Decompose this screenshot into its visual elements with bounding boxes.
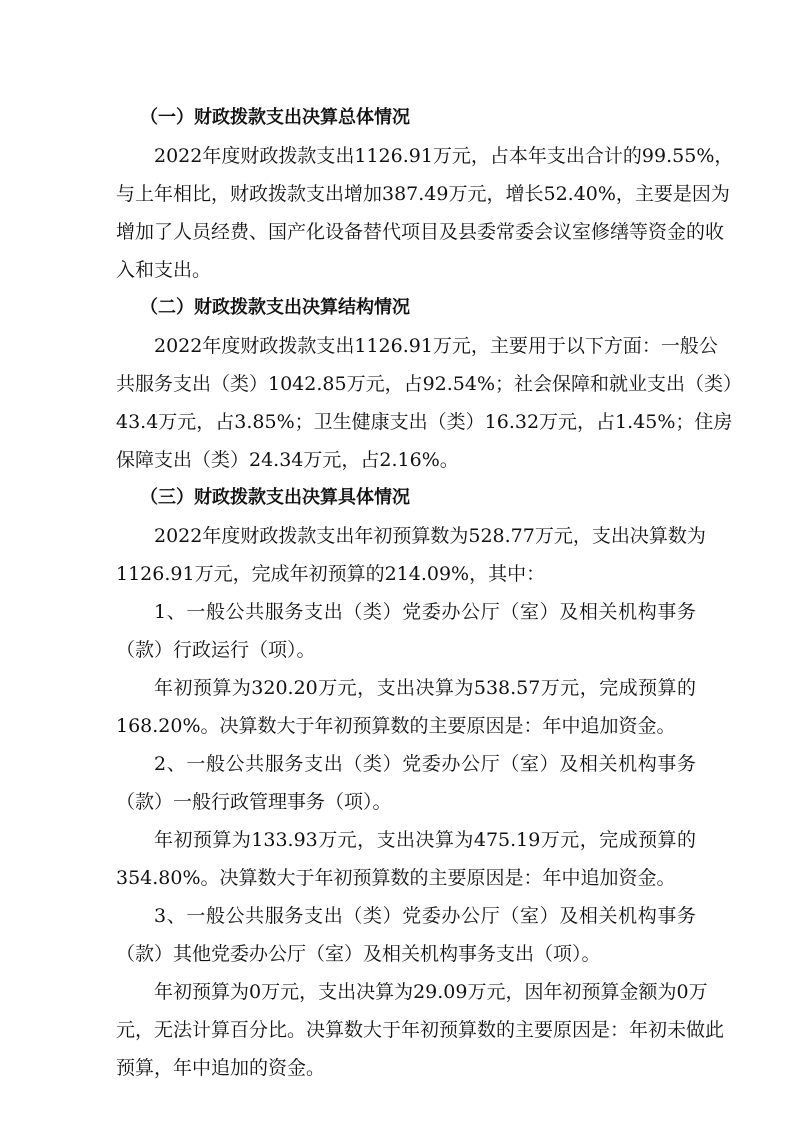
section-heading-specific: （三）财政拨款支出决算具体情况 (140, 487, 410, 508)
paragraph-line: 43.4万元，占3.85%；卫生健康支出（类）16.32万元，占1.45%；住房 (116, 411, 733, 433)
item-title-line: 1、一般公共服务支出（类）党委办公厅（室）及相关机构事务 (154, 601, 696, 623)
paragraph-line: 1126.91万元，完成年初预算的214.09%，其中： (116, 563, 546, 585)
paragraph-line: 入和支出。 (116, 259, 212, 281)
item-title-line: （款）行政运行（项）。 (116, 639, 316, 661)
section-heading-overall: （一）财政拨款支出决算总体情况 (140, 107, 410, 128)
item-title-line: 3、一般公共服务支出（类）党委办公厅（室）及相关机构事务 (154, 905, 696, 927)
paragraph-line: 与上年相比，财政拨款支出增加387.49万元，增长52.40%，主要是因为 (116, 183, 730, 205)
item-detail-line: 354.80%。决算数大于年初预算数的主要原因是：年中追加资金。 (116, 867, 676, 889)
item-detail-line: 年初预算为133.93万元，支出决算为475.19万元，完成预算的 (154, 829, 696, 851)
paragraph-line: 2022年度财政拨款支出1126.91万元，占本年支出合计的99.55%， (154, 145, 734, 167)
item-detail-line: 168.20%。决算数大于年初预算数的主要原因是：年中追加资金。 (116, 715, 676, 737)
paragraph-line: 2022年度财政拨款支出1126.91万元，主要用于以下方面：一般公 (154, 335, 718, 357)
item-detail-line: 年初预算为320.20万元，支出决算为538.57万元，完成预算的 (154, 677, 696, 699)
section-heading-structure: （二）财政拨款支出决算结构情况 (140, 297, 410, 318)
item-title-line: （款）其他党委办公厅（室）及相关机构事务支出（项）。 (116, 943, 601, 965)
item-detail-line: 预算，年中追加的资金。 (116, 1057, 326, 1079)
item-detail-line: 元，无法计算百分比。决算数大于年初预算数的主要原因是：年初未做此 (116, 1019, 725, 1041)
item-title-line: （款）一般行政管理事务（项）。 (116, 791, 392, 813)
paragraph-line: 共服务支出（类）1042.85万元，占92.54%；社会保障和就业支出（类） (116, 373, 743, 395)
paragraph-line: 2022年度财政拨款支出年初预算数为528.77万元，支出决算数为 (154, 525, 706, 547)
item-detail-line: 年初预算为0万元，支出决算为29.09万元，因年初预算金额为0万 (154, 981, 708, 1003)
paragraph-line: 增加了人员经费、国产化设备替代项目及县委常委会议室修缮等资金的收 (116, 221, 725, 243)
item-title-line: 2、一般公共服务支出（类）党委办公厅（室）及相关机构事务 (154, 753, 696, 775)
paragraph-line: 保障支出（类）24.34万元，占2.16%。 (116, 449, 459, 471)
